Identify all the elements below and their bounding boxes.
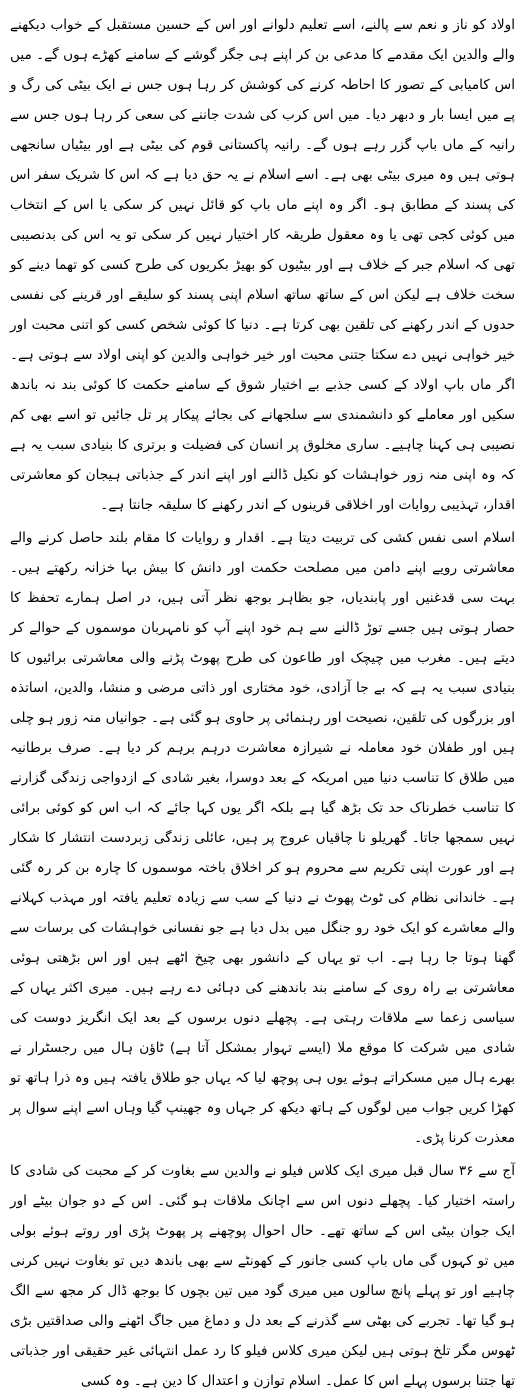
article-paragraph-2: اسلام اسی نفس کشی کی تربیت دیتا ہے۔ اقدار و روایات کا مقام بلند حاصل کرنے والے معاشرتی رویے اپنے دامن میں مصلحت حکمت اور دانش کا بیش بہا خزانہ رکھتے ہیں۔ بہت سی قدغنیں اور پابندیاں، جو بظاہر بوجھ نظر آتی ہیں، در اصل ہمارے تحفظ کا حصار ہوتی ہیں جسے توڑ ڈالنے سے ہم خود اپنے آپ کو نامہربان موسموں کے حوالے کر دیتے ہیں۔ مغرب میں چیچک اور طاعون کی طرح پھوٹ پڑنے والی معاشرتی برائیوں کا بنیادی سبب یہ ہے کہ بے جا آزادی، خود مختاری اور ذاتی مرضی و منشا، والدین، اساتذہ اور بزرگوں کی تلقین، نصیحت اور رہنمائی پر حاوی ہو گئی ہے۔ جوانیاں منہ زور ہو چلی ہیں اور طفلان خود معاملہ نے شیرازہ معاشرت درہم برہم کر دیا ہے۔ صرف برطانیہ میں طلاق کا تناسب دنیا میں امریکہ کے بعد دوسرا، بغیر شادی کے ازدواجی زندگی گزارنے کا تناسب خطرناک حد تک بڑھ گیا ہے بلکہ اگر یوں کہا جائے کہ اب اس کو کوئی برائی نہیں سمجھا جاتا۔ گھریلو نا چاقیاں عروج پر ہیں، عائلی زندگی زبردست انتشار کا شکار ہے اور عورت اپنی تکریم سے محروم ہو کر اخلاق باختہ موسموں کا چارہ بن کر رہ گئی ہے۔ خاندانی نظام کی ٹوٹ پھوٹ نے دنیا کے سب سے زیادہ تعلیم یافتہ اور مہذب کہلانے والے معاشرے کو ایک خود رو جنگل میں بدل دیا ہے جو نفسانی خواہشات کی برسات سے گھنا ہوتا جا رہا ہے۔ اب تو یہاں کے دانشور بھی چیخ اٹھے ہیں اور اس بڑھتی ہوئی معاشرتی بے راہ روی کے سامنے بند باندھنے کی دہائی دے رہے ہیں۔ میری اکثر یہاں کے سیاسی زعما سے ملاقات رہتی ہے۔ پچھلے دنوں برسوں کے بعد ایک انگریز دوست کی شادی میں شرکت کا موقع ملا (ایسے تہوار بمشکل آتا ہے) ٹاؤن ہال میں رجسٹرار نے بھرے ہال میں مسکراتے ہوئے یوں ہی پوچھ لیا کہ یہاں جو طلاق یافتہ ہیں وہ ذرا ہاتھ تو کھڑا کریں جواب میں لوگوں کے ہاتھ دیکھ کر جہاں وہ جھینپ گیا وہاں اسے اپنے سوال پر معذرت کرنا پڑی۔ (10, 530, 515, 1146)
article-paragraph-3: آج سے ۳۶ سال قبل میری ایک کلاس فیلو نے والدین سے بغاوت کر کے محبت کی شادی کا راستہ اختیار کیا۔ پچھلے دنوں اس سے اچانک ملاقات ہو گئی۔ اس کے دو جوان بیٹے اور ایک جوان بیٹی اس کے ساتھ تھے۔ حال احوال پوچھنے پر پھوٹ پڑی اور روتے ہوئے بولی میں تو کہوں گی ماں باپ کسی جانور کے کھونٹے سے بھی باندھ دیں تو بغاوت نہیں کرنی چاہیے اور تو پہلے پانچ سالوں میں میری گود میں تین بچوں کا بوجھ ڈال کر مجھ سے الگ ہو گیا تھا۔ تجربے کی بھٹی سے گذرنے کے بعد دل و دماغ میں جاگ اٹھنے والی صداقتیں بڑی ٹھوس مگر تلخ ہوتی ہیں لیکن میری کلاس فیلو کا رد عمل انتہائی غیر حقیقی اور جذباتی تھا جتنا برسوں پہلے اس کا عمل۔ اسلام توازن و اعتدال کا دین ہے۔ وہ کسی (10, 1163, 515, 1389)
article-paragraph-1: اولاد کو ناز و نعم سے پالنے، اسے تعلیم دلوانے اور اس کے حسین مستقبل کے خواب دیکھنے والے والدین ایک مقدمے کا مدعی بن کر اپنے ہی جگر گوشے کے سامنے کھڑے ہوں گے۔ میں اس کامیابی کے تصور کا احاطہ کرنے کی کوشش کر رہا ہوں جس نے ایک بیٹی کی رگ و پے میں ایسا بار و دبھر دیا۔ میں اس کرب کی شدت جاننے کی سعی کر رہا ہوں جس سے رانیہ کے ماں باپ گزر رہے ہوں گے۔ رانیہ پاکستانی قوم کی بیٹی ہے اور بیٹیاں سانجھی ہوتی ہیں وہ میری بیٹی بھی ہے۔ اسے اسلام نے یہ حق دیا ہے کہ اس کا شریک سفر اس کی پسند کے مطابق ہو۔ اگر وہ اپنے ماں باپ کو قائل نہیں کر سکی یا اس کے انتخاب میں کوئی کجی تھی یا وہ معقول طریقہ کار اختیار نہیں کر سکی تو یہ اس کی بدنصیبی تھی کہ اسلام جبر کے خلاف ہے اور بیٹیوں کو بھیڑ بکریوں کی طرح کسی کو تھما دینے کو سخت خلاف ہے لیکن اس کے ساتھ ساتھ اسلام اپنی پسند کو سلیقے اور قرینے کی نفسی حدوں کے اندر رکھنے کی تلقین بھی کرتا ہے۔ دنیا کا کوئی شخص کسی کو اتنی محبت اور خیر خواہی نہیں دے سکتا جتنی محبت اور خیر خواہی والدین کو اپنی اولاد سے ہوتی ہے۔ اگر ماں باپ اولاد کے کسی جذبے بے اختیار شوق کے سامنے حکمت کا کوئی بند نہ باندھ سکیں اور معاملے کو دانشمندی سے سلجھانے کی بجائے پیکار پر تل جائیں تو اسے بھی کم نصیبی ہی کہنا چاہیے۔ ساری مخلوق پر انسان کی فضیلت و برتری کا بنیادی سبب یہ ہے کہ وہ اپنی منہ زور خواہشات کو نکیل ڈالنے اور اپنے اندر کے جذباتی ہیجان کو معاشرتی اقدار، تہذیبی روایات اور اخلاقی قرینوں کے اندر رکھنے کا سلیقہ جانتا ہے۔ (10, 17, 515, 513)
